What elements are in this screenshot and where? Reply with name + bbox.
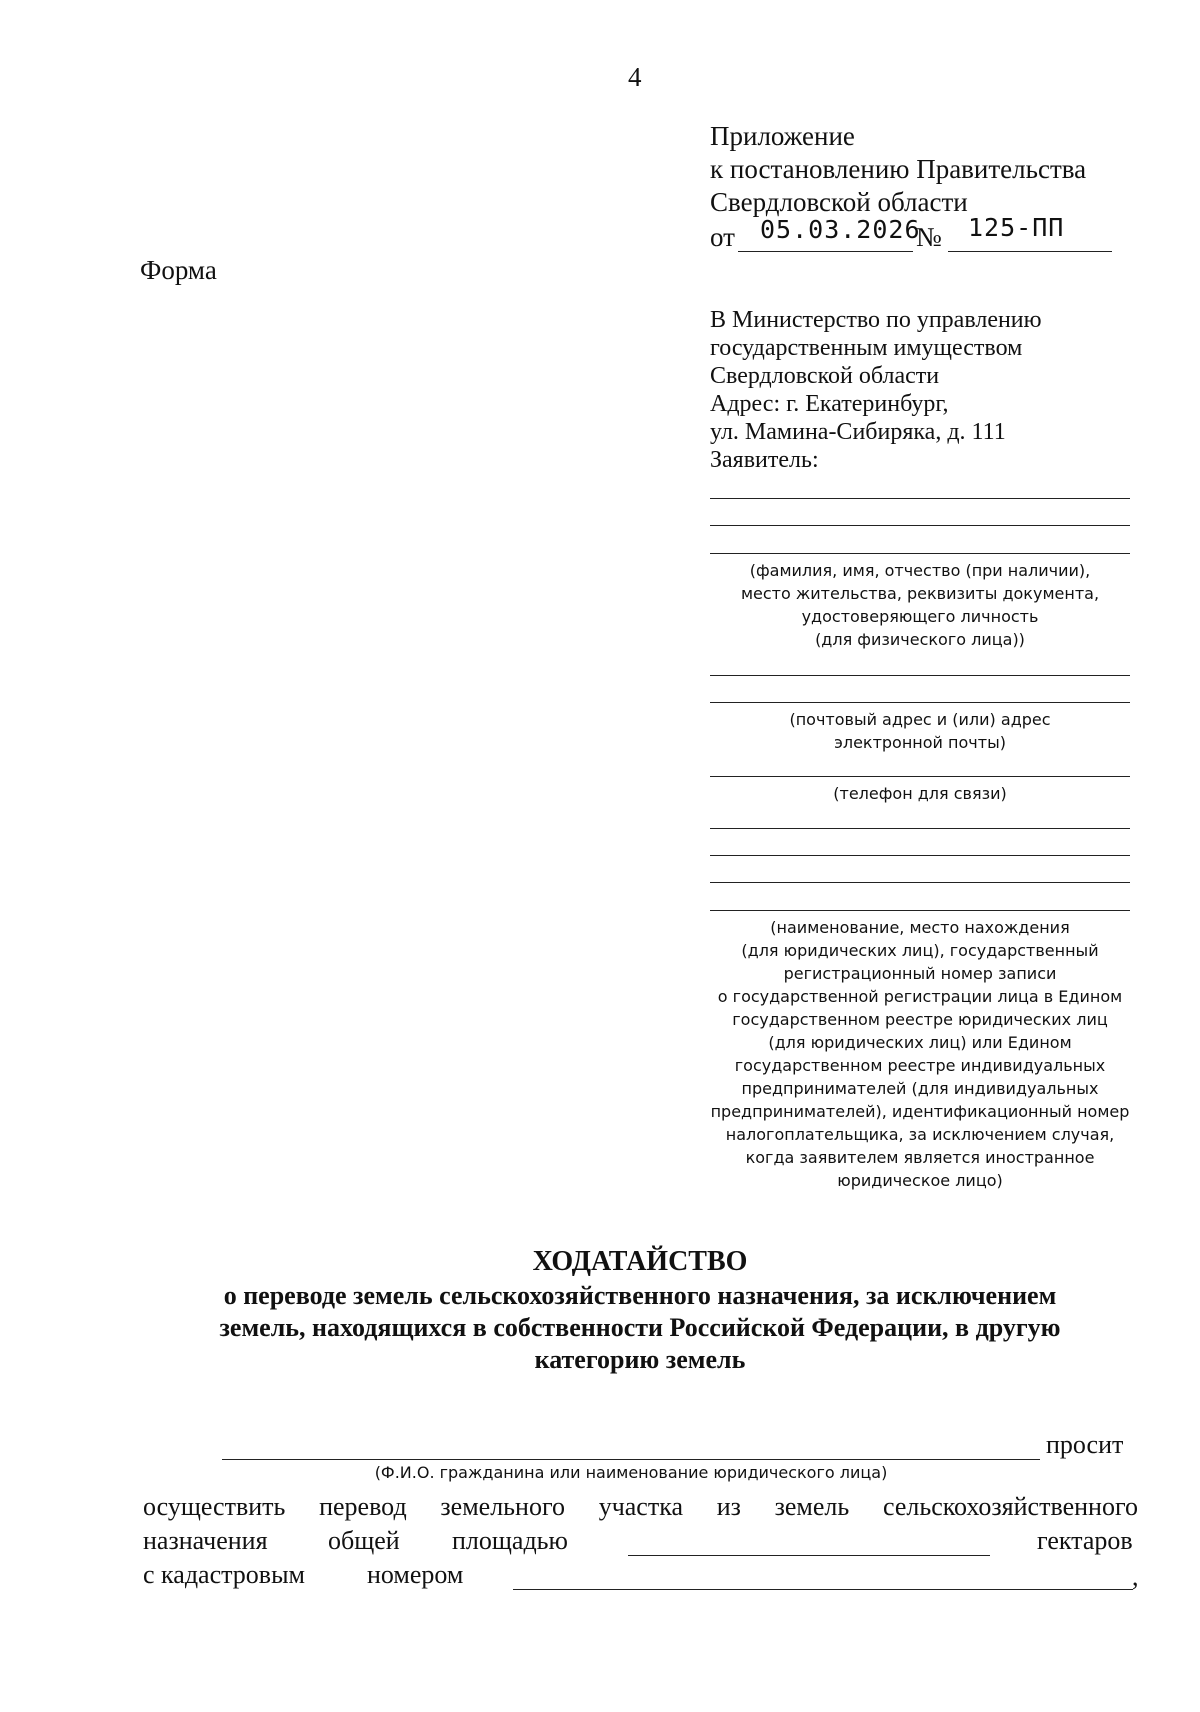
hint-line: когда заявителем является иностранное — [745, 1148, 1095, 1167]
trailing-comma: , — [1132, 1562, 1139, 1591]
body-word: из — [716, 1492, 741, 1521]
applicant-blank-line[interactable] — [710, 553, 1130, 554]
applicant-blank-line[interactable] — [710, 498, 1130, 499]
hint-line: государственном реестре индивидуальных — [734, 1056, 1106, 1075]
body-word: земель — [774, 1492, 850, 1521]
hint-line: электронной почты) — [834, 733, 1006, 752]
addressee-line: ул. Мамина-Сибиряка, д. 111 — [710, 419, 1006, 445]
addressee-line: Адрес: г. Екатеринбург, — [710, 391, 949, 417]
document-title — [160, 1244, 1120, 1376]
legal-hint — [710, 916, 1130, 1192]
hint-line: (для физического лица)) — [815, 630, 1025, 649]
postal-blank-line[interactable] — [710, 702, 1130, 703]
addressee-line: государственным имуществом — [710, 335, 1023, 361]
phone-hint: (телефон для связи) — [833, 784, 1007, 803]
cadastral-number-line[interactable] — [513, 1589, 1133, 1590]
appendix-header — [710, 120, 1086, 255]
hint-line: (для юридических лиц), государственный — [741, 941, 1099, 960]
body-word: общей — [328, 1526, 400, 1555]
body-word: сельскохозяйственного — [882, 1492, 1138, 1521]
body-word: участка — [598, 1492, 683, 1521]
hint-line: (наименование, место нахождения — [770, 918, 1070, 937]
requests-word: просит — [1046, 1430, 1124, 1459]
body-word: с кадастровым — [143, 1560, 306, 1589]
title-subtitle-line: земель, находящихся в собственности Российской Федерации, в другую — [219, 1313, 1061, 1342]
addressee-block — [710, 306, 1042, 474]
number-underline — [948, 251, 1112, 252]
body-line-1 — [143, 1492, 1138, 1522]
appendix-title: Приложение — [710, 121, 855, 151]
date-value: 05.03.2026 — [760, 215, 921, 244]
form-label: Форма — [140, 255, 217, 285]
hint-line: государственном реестре юридических лиц — [732, 1010, 1108, 1029]
body-word: площадью — [452, 1526, 568, 1555]
title-main: ХОДАТАЙСТВО — [532, 1246, 748, 1277]
hint-line: (для юридических лиц) или Едином — [768, 1033, 1072, 1052]
body-word: номером — [367, 1560, 464, 1589]
postal-hint — [710, 708, 1130, 754]
legal-blank-line[interactable] — [710, 882, 1130, 883]
appendix-region: Свердловской области — [710, 187, 968, 217]
addressee-line: В Министерство по управлению — [710, 307, 1042, 333]
body-word: назначения — [143, 1526, 268, 1555]
addressee-line: Свердловской области — [710, 363, 940, 389]
title-subtitle-line: о переводе земель сельскохозяйственного назначения, за исключением — [223, 1281, 1057, 1310]
legal-blank-line[interactable] — [710, 828, 1130, 829]
date-underline — [738, 251, 913, 252]
appendix-date-row — [710, 213, 1086, 255]
area-blank-line[interactable] — [628, 1555, 990, 1556]
postal-blank-line[interactable] — [710, 675, 1130, 676]
hint-line: предпринимателей), идентификационный номер — [710, 1102, 1130, 1121]
individual-hint — [710, 559, 1130, 651]
number-value: 125-ПП — [968, 213, 1065, 242]
legal-blank-line[interactable] — [710, 910, 1130, 911]
appendix-resolution: к постановлению Правительства — [710, 154, 1087, 184]
legal-blank-line[interactable] — [710, 855, 1130, 856]
applicant-blank-line[interactable] — [710, 525, 1130, 526]
page-number: 4 — [628, 62, 642, 92]
hint-line: удостоверяющего личность — [801, 607, 1039, 626]
hint-line: регистрационный номер записи — [783, 964, 1057, 983]
hint-line: место жительства, реквизиты документа, — [740, 584, 1100, 603]
phone-blank-line[interactable] — [710, 776, 1130, 777]
hectares-word: гектаров — [1037, 1526, 1133, 1555]
number-prefix: № — [916, 222, 942, 252]
applicant-label: Заявитель: — [710, 447, 819, 473]
hint-line: (почтовый адрес и (или) адрес — [789, 710, 1051, 729]
hint-line: (фамилия, имя, отчество (при наличии), — [749, 561, 1091, 580]
title-subtitle-line: категорию земель — [534, 1345, 746, 1374]
hint-line: предпринимателей (для индивидуальных — [741, 1079, 1099, 1098]
date-prefix: от — [710, 222, 735, 252]
body-word: перевод — [319, 1492, 407, 1521]
hint-line: о государственной регистрации лица в Едином — [717, 987, 1123, 1006]
applicant-name-hint: (Ф.И.О. гражданина или наименование юридического лица) — [374, 1463, 888, 1482]
body-word: земельного — [440, 1492, 565, 1521]
applicant-name-line[interactable] — [222, 1459, 1040, 1460]
hint-line: юридическое лицо) — [837, 1171, 1003, 1190]
body-word: осуществить — [143, 1492, 286, 1521]
hint-line: налогоплательщика, за исключением случая, — [725, 1125, 1115, 1144]
